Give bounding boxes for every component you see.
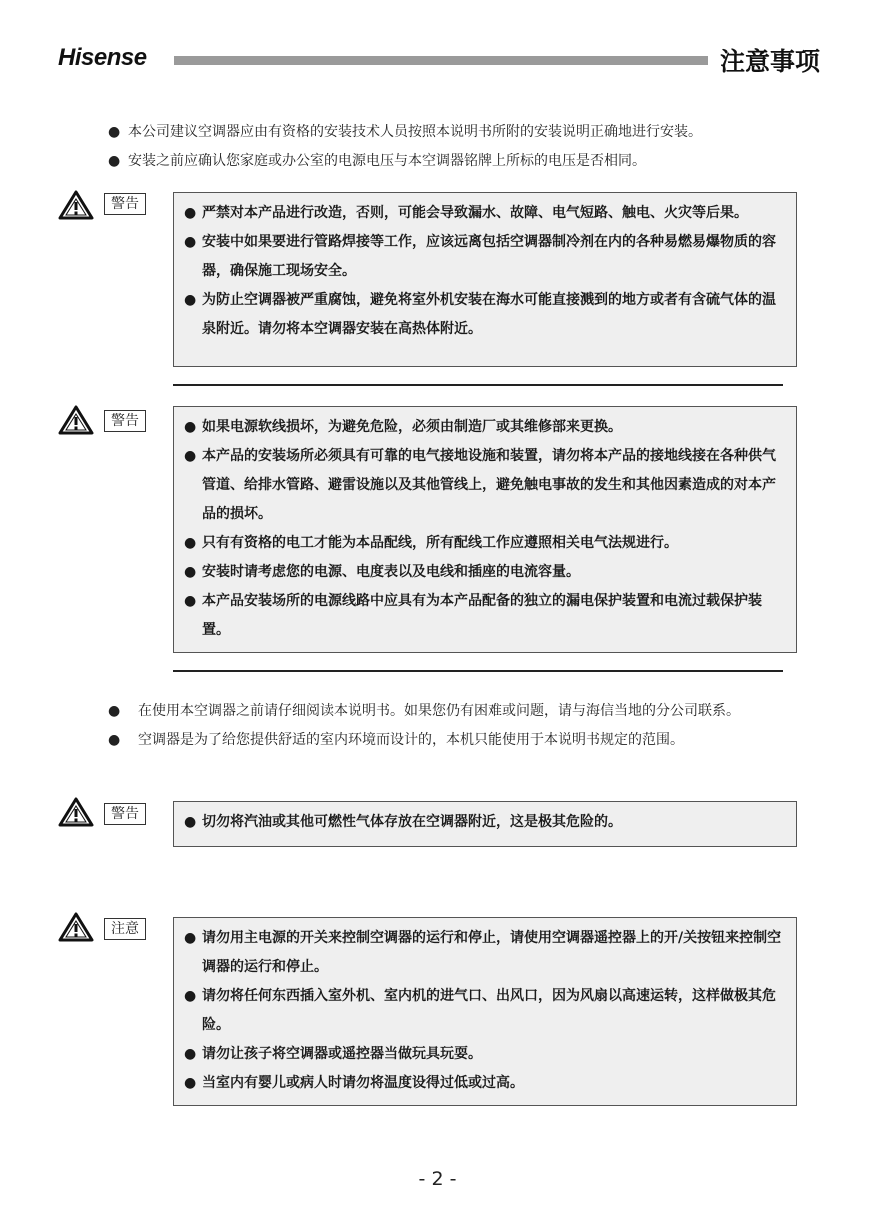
bullet-icon: ● (184, 930, 197, 946)
list-item: ● 本公司建议空调器应由有资格的安装技术人员按照本说明书所附的安装说明正确地进行安装。 (108, 118, 828, 147)
bullet-icon: ● (184, 205, 197, 221)
list-item: ● 安装时请考虑您的电源、电度表以及电线和插座的电流容量。 (184, 558, 784, 587)
list-item: ● 请勿用主电源的开关来控制空调器的运行和停止，请使用空调器遥控器上的开/关按钮来控制空调器的运行和停止。 (184, 924, 784, 982)
warning-box-2 (173, 406, 797, 653)
bullet-icon: ● (108, 703, 121, 719)
bullet-icon: ● (184, 814, 197, 830)
warning-tag: 警告 (104, 193, 146, 215)
bullet-icon: ● (184, 535, 197, 551)
warning-tag: 警告 (104, 410, 146, 432)
divider (173, 670, 783, 672)
header-bar (174, 56, 708, 65)
page-title: 注意事项 (720, 47, 821, 76)
page-header (0, 0, 875, 90)
bullet-icon: ● (184, 593, 197, 609)
list-item: ● 请勿将任何东西插入室外机、室内机的进气口、出风口，因为风扇以高速运转，这样做极其危险。 (184, 982, 784, 1040)
divider (173, 384, 783, 386)
bullet-icon: ● (184, 292, 197, 308)
list-item: ● 当室内有婴儿或病人时请勿将温度设得过低或过高。 (184, 1069, 784, 1098)
list-item: ● 在使用本空调器之前请仔细阅读本说明书。如果您仍有困难或问题，请与海信当地的分公司联系。 (108, 697, 798, 726)
warning-triangle-icon (58, 797, 94, 827)
warning-triangle-icon (58, 912, 94, 942)
warning-triangle-icon (58, 190, 94, 220)
list-item: ● 请勿让孩子将空调器或遥控器当做玩具玩耍。 (184, 1040, 784, 1069)
intro-bullet-list (108, 118, 828, 176)
bullet-icon: ● (108, 124, 121, 140)
list-item: ● 为防止空调器被严重腐蚀，避免将室外机安装在海水可能直接溅到的地方或者有含硫气体的温泉附近。请勿将本空调器安装在高热体附近。 (184, 286, 784, 344)
bullet-icon: ● (184, 564, 197, 580)
bullet-icon: ● (108, 153, 121, 169)
usage-bullet-list (108, 697, 798, 755)
caution-tag: 注意 (104, 918, 146, 940)
list-item: ● 只有有资格的电工才能为本品配线，所有配线工作应遵照相关电气法规进行。 (184, 529, 784, 558)
warning-box-1 (173, 192, 797, 367)
bullet-icon: ● (184, 1046, 197, 1062)
bullet-icon: ● (184, 419, 197, 435)
page-number: - 2 - (418, 1168, 457, 1190)
list-item: ● 安装中如果要进行管路焊接等工作，应该远离包括空调器制冷剂在内的各种易燃易爆物质的容器，确保施工现场安全。 (184, 228, 784, 286)
list-item: ● 安装之前应确认您家庭或办公室的电源电压与本空调器铭牌上所标的电压是否相同。 (108, 147, 828, 176)
list-item: ● 本产品安装场所的电源线路中应具有为本产品配备的独立的漏电保护装置和电流过载保护装置。 (184, 587, 784, 645)
list-item: ● 空调器是为了给您提供舒适的室内环境而设计的，本机只能使用于本说明书规定的范围。 (108, 726, 798, 755)
bullet-icon: ● (184, 1075, 197, 1091)
bullet-icon: ● (184, 448, 197, 464)
bullet-icon: ● (184, 988, 197, 1004)
bullet-icon: ● (108, 732, 121, 748)
hisense-logo: Hisense (58, 44, 147, 71)
warning-tag: 警告 (104, 803, 146, 825)
warning-box-3 (173, 801, 797, 847)
bullet-icon: ● (184, 234, 197, 250)
list-item: ● 本产品的安装场所必须具有可靠的电气接地设施和装置，请勿将本产品的接地线接在各种供气管道、给排水管路、避雷设施以及其他管线上，避免触电事故的发生和其他因素造成的对本产品的损坏。 (184, 442, 784, 529)
list-item: ● 如果电源软线损坏，为避免危险，必须由制造厂或其维修部来更换。 (184, 413, 784, 442)
list-item: ● 严禁对本产品进行改造，否则，可能会导致漏水、故障、电气短路、触电、火灾等后果。 (184, 199, 784, 228)
list-item: ● 切勿将汽油或其他可燃性气体存放在空调器附近，这是极其危险的。 (184, 808, 784, 837)
warning-triangle-icon (58, 405, 94, 435)
caution-box (173, 917, 797, 1106)
